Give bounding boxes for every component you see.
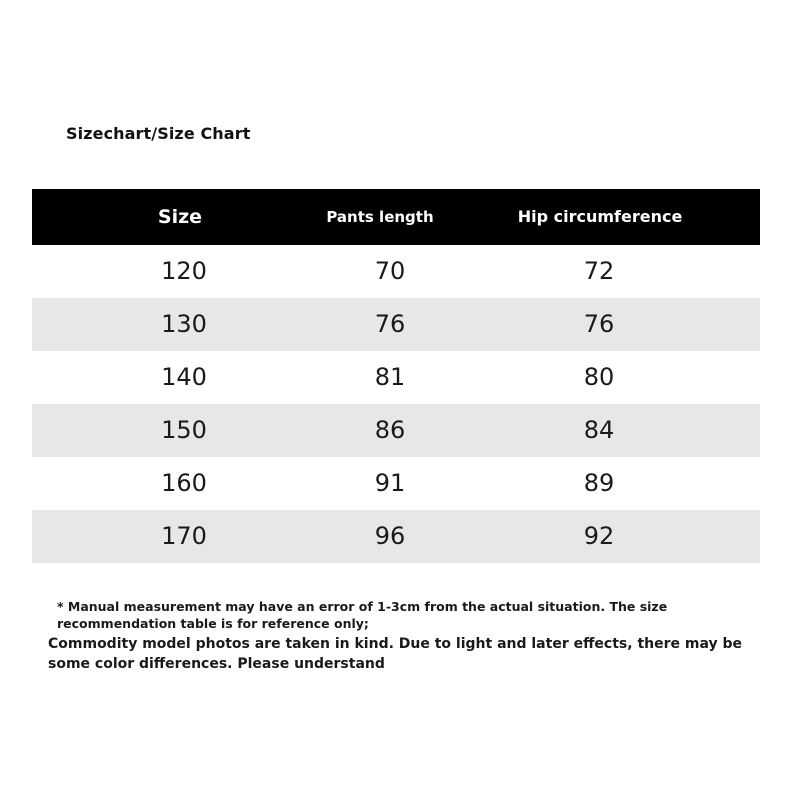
cell-size: 130 [161, 310, 207, 338]
color-disclaimer: Commodity model photos are taken in kind. Due to light and later effects, there may be some color differences. Please understand [48, 636, 742, 672]
header-hip-circumference: Hip circumference [517, 207, 683, 226]
cell-hip-circumference: 76 [583, 310, 615, 338]
header-size: Size [157, 206, 203, 228]
cell-pants-length: 91 [374, 469, 406, 497]
cell-pants-length: 96 [374, 522, 406, 550]
table-header [32, 189, 760, 245]
table-row [32, 457, 760, 510]
cell-size: 160 [161, 469, 207, 497]
cell-size: 120 [161, 257, 207, 285]
cell-hip-circumference: 72 [583, 257, 615, 285]
cell-size: 150 [161, 416, 207, 444]
cell-size: 140 [161, 363, 207, 391]
cell-pants-length: 70 [374, 257, 406, 285]
page-title: Sizechart/Size Chart [66, 124, 251, 143]
cell-hip-circumference: 92 [583, 522, 615, 550]
cell-hip-circumference: 84 [583, 416, 615, 444]
measurement-note: * Manual measurement may have an error of 1-3cm from the actual situation. The size recommendation table is for reference only; [57, 599, 668, 631]
table-row [32, 298, 760, 351]
cell-hip-circumference: 89 [583, 469, 615, 497]
header-pants-length: Pants length [326, 208, 434, 226]
table-row [32, 245, 760, 298]
cell-pants-length: 81 [374, 363, 406, 391]
table-row [32, 404, 760, 457]
cell-pants-length: 76 [374, 310, 406, 338]
cell-size: 170 [161, 522, 207, 550]
table-row [32, 510, 760, 563]
table-row [32, 351, 760, 404]
cell-hip-circumference: 80 [583, 363, 615, 391]
cell-pants-length: 86 [374, 416, 406, 444]
size-chart-table [32, 189, 760, 563]
